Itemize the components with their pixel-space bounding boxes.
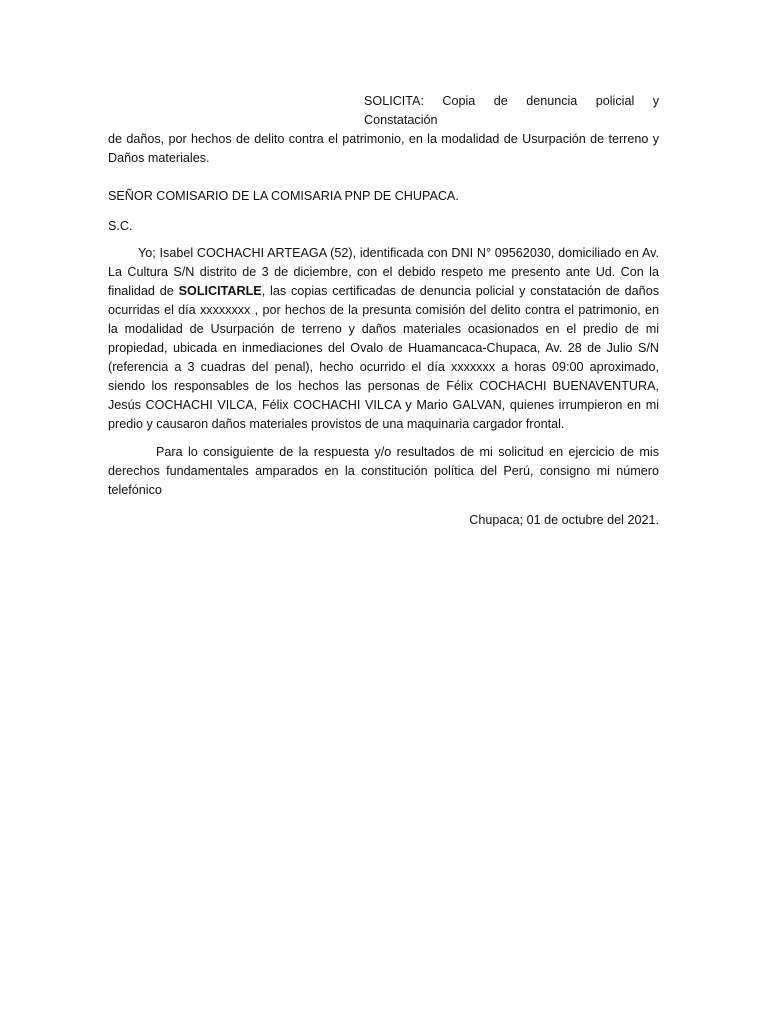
paragraph2-text: Para lo consiguiente de la respuesta y/o resultados de mi solicitud en ejercicio de mis derechos fundamentales amparados en la constitución política del Perú, consigno mi número telefónico [108,445,659,497]
paragraph1-text-start: Yo; Isabel COCHACHI ARTEAGA (52), identificada con DNI N° 09562030, domiciliado en Av. La Cultura S/N distrito de 3 de diciembre, con el debido respeto me presento ante Ud. Con la finalidad de [108,246,659,298]
date-line: Chupaca; 01 de octubre del 2021. [469,513,659,527]
paragraph1-bold-text: SOLICITARLE [178,284,262,298]
subject-request [108,92,659,168]
subject-line-1: SOLICITA: Copia de denuncia policial y Constatación [364,94,659,127]
body-paragraph-1 [108,244,659,434]
subject-line-2: de daños, por hechos de delito contra el patrimonio, en la modalidad de Usurpación de terreno y Daños materiales. [108,132,659,165]
addressee: SEÑOR COMISARIO DE LA COMISARIA PNP DE CHUPACA. [108,189,459,203]
body-paragraph-2 [108,443,659,500]
paragraph1-text-end: , las copias certificadas de denuncia policial y constatación de daños ocurridas el día xxxxxxxx , por hechos de la presunta comisión del delito contra el patrimonio, en la modalidad de Usurpación de terreno y daños materiales ocasionados en el predio de mi propiedad, ubicada en inmediaciones del Ovalo de Huamancaca-Chupaca, Av. 28 de Julio S/N (referencia a 3 cuadras del penal), hecho ocurrido el día xxxxxxx a horas 09:00 aproximado, siendo los responsables de los hechos las personas de Félix COCHACHI BUENAVENTURA, Jesús COCHACHI VILCA, Félix COCHACHI VILCA y Mario GALVAN, quienes irrumpieron en mi predio y causaron daños materiales provistos de una maquinaria cargador frontal. [108,284,659,431]
sc-abbreviation: S.C. [108,219,133,233]
